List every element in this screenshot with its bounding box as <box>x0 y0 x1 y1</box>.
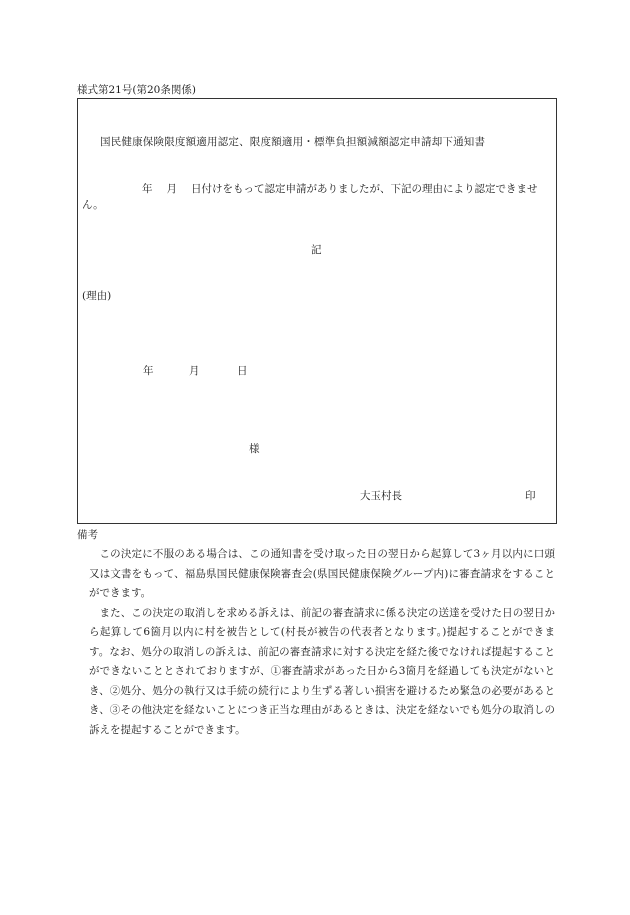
document-title: 国民健康保険限度額適用認定、限度額適用・標準負担額減額認定申請却下通知書 <box>100 136 486 148</box>
addressee-honorific: 様 <box>249 443 260 455</box>
notice-frame <box>77 98 557 524</box>
issuer-name: 大玉村長 <box>360 490 402 502</box>
remarks-label: 備考 <box>77 529 98 541</box>
remarks-paragraph-1: この決定に不服のある場合は、この通知書を受け取った日の翌日から起算して3ヶ月以内に口頭又は文書をもって、福島県国民健康保険審査会(県国民健康保険グループ内)に審査請求をすることができます。 <box>89 548 555 599</box>
intro-year: 年 <box>142 183 153 195</box>
seal-mark: 印 <box>525 490 536 502</box>
remarks-body <box>89 545 555 740</box>
reason-label: (理由) <box>82 290 112 302</box>
ki-heading: 記 <box>311 244 322 256</box>
date-day: 日 <box>237 365 248 377</box>
intro-text: 日付けをもって認定申請がありましたが、下記の理由により認定できません。 <box>82 183 538 211</box>
intro-month: 月 <box>166 183 177 195</box>
intro-statement <box>82 181 552 213</box>
remarks-paragraph-2: また、この決定の取消しを求める訴えは、前記の審査請求に係る決定の送達を受けた日の翌日から起算して6箇月以内に村を被告として(村長が被告の代表者となります。)提起することができます。なお、処分の取消しの訴えは、前記の審査請求に対する決定を経た後でなければ提起することができないこととされておりますが、①審査請求があった日から3箇月を経過しても決定がないとき、②処分、処分の執行又は手続の続行により生ずる著しい損害を避けるため緊急の必要があるとき、③その他決定を経ないことにつき正当な理由があるときは、決定を経ないでも処分の取消しの訴えを提起することができます。 <box>89 606 555 736</box>
date-year: 年 <box>143 365 154 377</box>
form-number-label: 様式第21号(第20条関係) <box>77 84 196 96</box>
date-month: 月 <box>189 365 200 377</box>
